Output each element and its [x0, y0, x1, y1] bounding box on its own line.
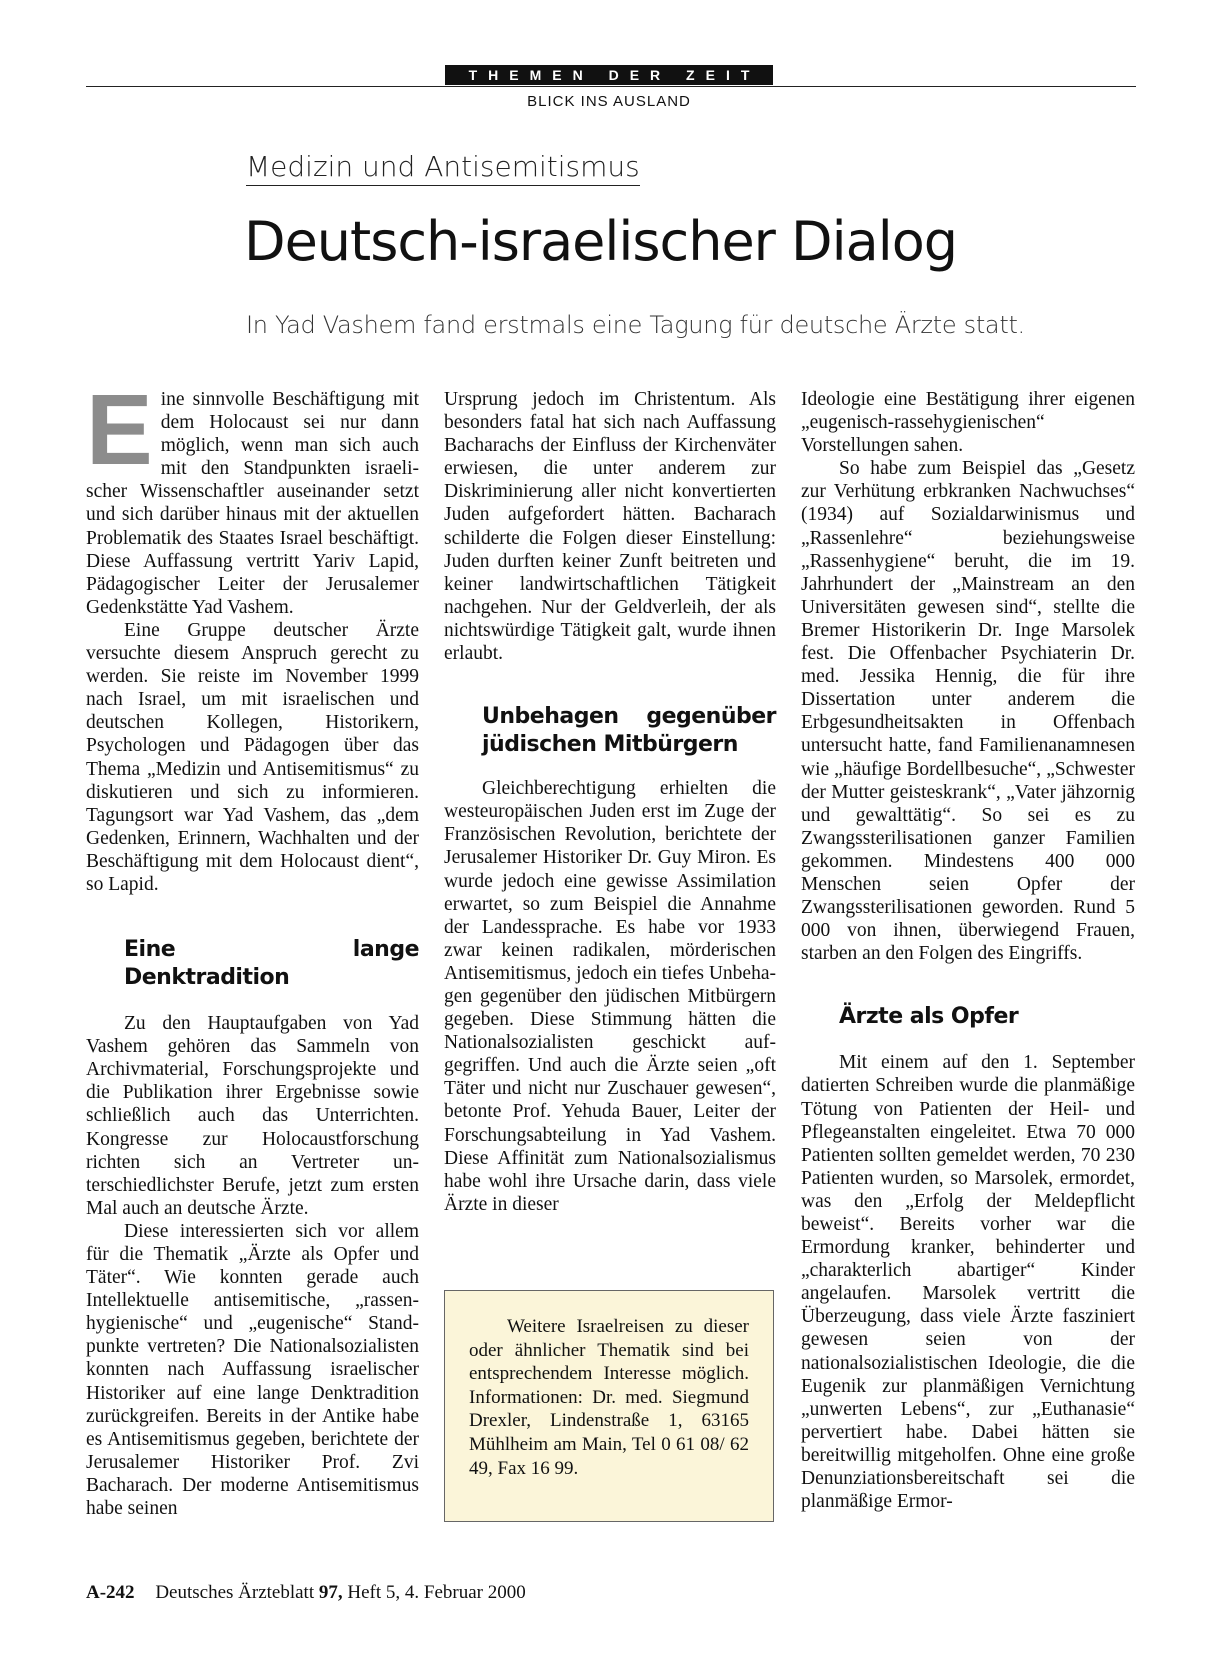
paragraph: Mit einem auf den 1. September datierten Schreiben wurde die planmäßige Tötung von Patienten der Heil- und Pflegeanstalten eingeleitet. Etwa 70 000 Patienten sollten gemeldet werden, 70 230 Patienten wurden, so Marsolek, ermordet, was den „Erfolg der Meldepflicht beweist“. Bereits vorher war die Ermordung kranker, behinderter und „charakterlich abartiger“ Kinder angelaufen. Marsolek vertritt die Überzeugung, dass viele Ärzte fasziniert gewesen seien von der nationalsozialistischen Ideologie, die die Eugenik zur planmäßigen Vernichtung „unwerten Lebens“, zur „Euthanasie“ pervertiert habe. Dabei hätten sie bereitwillig mitgeholfen. Ohne eine große Denunziationsbereitschaft sei die planmäßige Ermor- — [801, 1052, 1135, 1513]
volume-number: 97, — [318, 1582, 343, 1603]
column-2 — [444, 388, 776, 1216]
section-heading: Unbehagen gegenüber jüdischen Mitbürgern — [482, 704, 776, 758]
paragraph: Zu den Hauptaufgaben von Yad Vashem gehören das Sammeln von Archivmaterial, Forschungsprojekte und die Publikation ihrer Ergebnisse sowie schließlich auch das Unterrichten. Kongresse zur Holocaustforschung richten sich an Vertreter unterschiedlichster Berufe, jetzt zum ersten Mal auch an deutsche Ärzte. — [86, 1013, 419, 1219]
info-box-text: Weitere Israelreisen zu dieser oder ähnlicher Thematik sind bei entsprechendem Interesse möglich. Informationen: Dr. med. Siegmund Drexler, Lindenstraße 1, 63165 Mühlheim am Main, Tel 0 61 08/ 62 49, Fax 16 99. — [469, 1316, 749, 1479]
page-number: A-242 — [86, 1582, 135, 1603]
page-footer — [86, 1582, 526, 1604]
section-label: THEMEN DER ZEIT — [445, 65, 773, 85]
paragraph-text: ine sinnvolle Beschäftigung mit dem Holocaust sei nur dann möglich, wenn man sich auch mit den Standpunkten israelischer Wissenschaftler auseinander setzt und sich darüber hinaus mit der aktuellen Problematik des Staates Israel beschäftigt. Diese Auffassung vertritt Yariv Lapid, Pädagogischer Leiter der Jerusalemer Gedenkstätte Yad Vashem. — [86, 389, 419, 618]
paragraph: Ideologie eine Bestätigung ihrer eigenen „eugenisch-rassehygienischen“ Vorstellungen sahen. — [801, 389, 1135, 457]
paragraph: So habe zum Beispiel das „Gesetz zur Verhütung erbkranken Nachwuchses“ (1934) auf Sozialdarwinismus und „Rassenlehre“ beziehungsweise „Rassenhygiene“ beruht, die im 19. Jahrhundert der „Mainstream an den Universitäten gewesen sind“, stellte die Bremer Historikerin Dr. Inge Marsolek fest. Die Offenbacher Psychiaterin Dr. med. Jessika Hennig, die für ihre Dissertation unter anderem die Erbgesundheitsakten in Offenbach untersucht hatte, fand Familienanamnesen wie „häufige Bordellbesuche“, „Schwester der Mutter geisteskrank“, „Vater jähzornig und gewalttätig“. So sei es zu Zwangssterilisationen ganzer Familien gekommen. Mindestens 400 000 Menschen seien Opfer der Zwangssterilisationen geworden. Rund 5 000 von ihnen, überwiegend Frauen, starben an den Folgen des Eingriffs. — [801, 458, 1135, 965]
article-title: Deutsch-israelischer Dialog — [244, 210, 958, 273]
info-box — [444, 1290, 774, 1522]
paragraph — [86, 374, 419, 619]
section-heading: Eine lange Denktradition — [124, 937, 419, 991]
issue-info: Heft 5, 4. Februar 2000 — [347, 1582, 526, 1603]
paragraph: Diese interessierten sich vor allem für die Thematik „Ärzte als Opfer und Täter“. Wie konnten gerade auch Intellektuelle antisemitische, „rassenhygienische“ und „eugenische“ Standpunkte vertreten? Die Nationalsozialisten konnten nach Auffassung israelischer Historiker auf eine lange Denktradition zurückgreifen. Bereits in der Antike habe es Antisemitismus gegeben, berichtete der Jerusalemer Historiker Prof. Zvi Bacharach. Der moderne Antisemitismus habe seinen — [86, 1220, 419, 1520]
paragraph: Eine Gruppe deutscher Ärzte versuchte diesem Anspruch gerecht zu werden. Sie reiste im November 1999 nach Israel, um mit israelischen und deutschen Kollegen, Historikern, Psychologen und Pädagogen über das Thema „Medizin und Antisemitismus“ zu diskutieren und sich zu informieren. Tagungsort war Yad Vashem, das „dem Gedenken, Erinnern, Wachhalten und der Beschäftigung mit dem Holocaust dient“, so Lapid. — [86, 619, 419, 895]
section-heading: Ärzte als Opfer — [839, 1004, 1019, 1030]
journal-name: Deutsches Ärzteblatt — [155, 1582, 315, 1603]
column-3 — [801, 388, 1135, 1513]
paragraph: Gleichberechtigung erhielten die westeuropäischen Juden erst im Zuge der Französischen Revolution, berichtete der Jerusalemer Historiker Dr. Guy Miron. Es wurde jedoch eine gewisse Assimilation erwartet, so zum Beispiel die Annahme der Landessprache. Es habe vor 1933 zwar keinen radikalen, mörderischen Antisemitismus, jedoch ein tiefes Unbehagen gegenüber den jüdischen Mitbürgern gegeben. Diese Stimmung hätten die Nationalsozialisten geschickt aufgegriffen. Und auch die Ärzte seien „oft Täter und nicht nur Zuschauer gewesen“, betonte Prof. Yehuda Bauer, Leiter der Forschungsabteilung in Yad Vashem. Diese Affinität zum Nationalsozialismus habe wohl ihre Ursache darin, dass viele Ärzte in dieser — [444, 778, 776, 1215]
column-1 — [86, 374, 419, 1520]
subsection-label: BLICK INS AUSLAND — [527, 93, 691, 110]
article-subtitle: In Yad Vashem fand erstmals eine Tagung für deutsche Ärzte statt. — [246, 311, 1025, 339]
paragraph: Ursprung jedoch im Christentum. Als besonders fatal hat sich nach Auffassung Bacharachs der Einfluss der Kirchenväter erwiesen, die unter anderem zur Diskriminierung aller nicht konvertierten Juden aufgefordert hätten. Bacharach schilderte die Folgen dieser Einstellung: Juden durften keiner Zunft beitreten und keiner landwirtschaftlichen Tätigkeit nachgehen. Nur der Geldverleih, der als nichtswürdige Tätigkeit galt, wurde ihnen erlaubt. — [444, 389, 776, 665]
article-kicker: Medizin und Antisemitismus — [246, 150, 640, 186]
drop-cap: E — [86, 374, 153, 486]
header-rule — [86, 86, 1136, 87]
